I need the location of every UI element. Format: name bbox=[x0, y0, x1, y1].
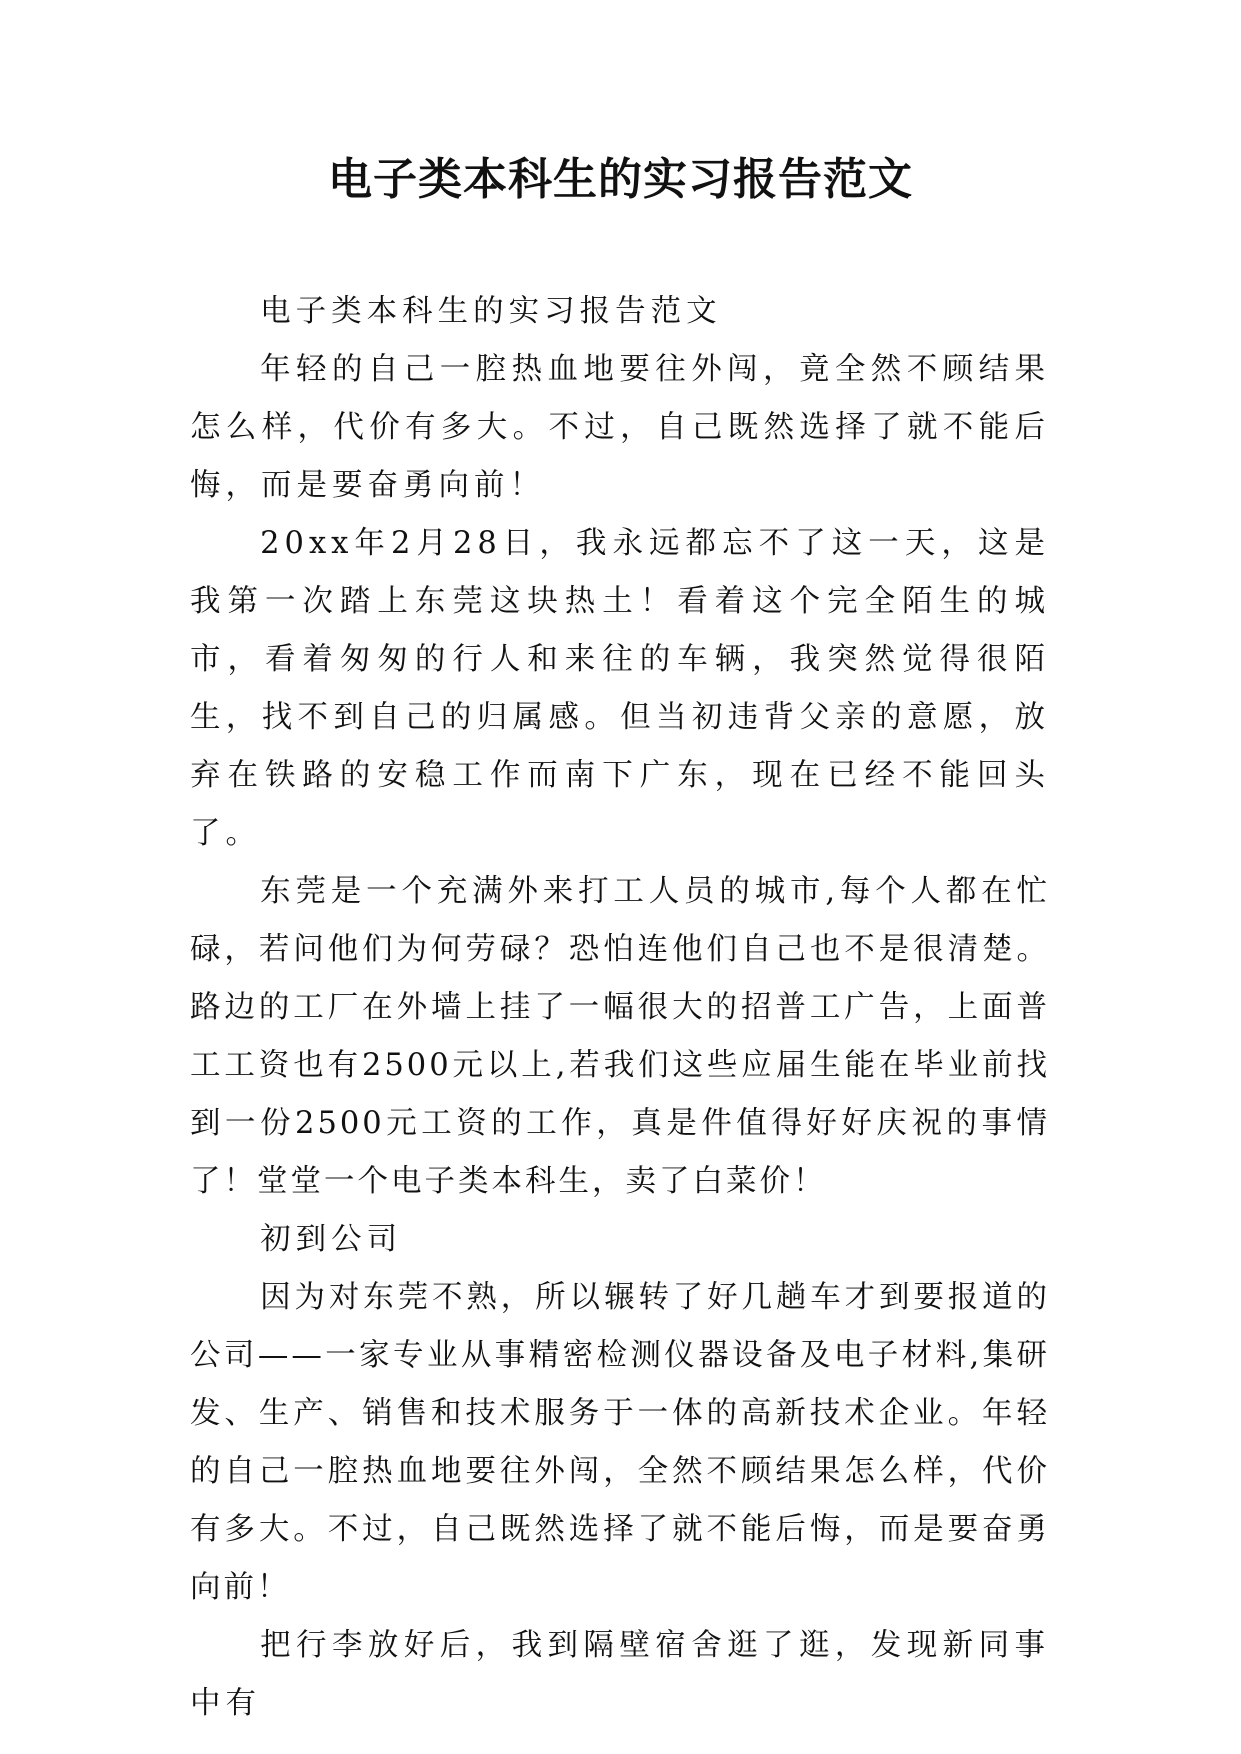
section-heading: 初到公司 bbox=[260, 1222, 403, 1257]
paragraph-subtitle: 电子类本科生的实习报告范文 bbox=[260, 294, 722, 329]
paragraph: 因为对东莞不熟，所以辗转了好几趟车才到要报道的公司——一家专业从事精密检测仪器设备及电子材料,集研发、生产、销售和技术服务于一体的高新技术企业。年轻的自己一腔热血地要往外闯，全然不顾结果怎么样，代价有多大。不过，自己既然选择了就不能后悔，而是要奋勇向前！ bbox=[190, 1280, 1050, 1605]
paragraph: 年轻的自己一腔热血地要往外闯，竟全然不顾结果怎么样，代价有多大。不过，自己既然选择了就不能后悔，而是要奋勇向前！ bbox=[190, 352, 1050, 503]
paragraph: 东莞是一个充满外来打工人员的城市,每个人都在忙碌，若问他们为何劳碌？恐怕连他们自己也不是很清楚。路边的工厂在外墙上挂了一幅很大的招普工广告，上面普工工资也有2500元以上,若我们这些应届生能在毕业前找到一份2500元工资的工作，真是件值得好好庆祝的事情了！堂堂一个电子类本科生，卖了白菜价！ bbox=[190, 874, 1050, 1199]
paragraph: 把行李放好后，我到隔壁宿舍逛了逛，发现新同事中有 bbox=[190, 1628, 1050, 1721]
document-body bbox=[190, 283, 1050, 1733]
document-title: 电子类本科生的实习报告范文 bbox=[328, 154, 913, 205]
paragraph: 20xx年2月28日，我永远都忘不了这一天，这是我第一次踏上东莞这块热土！看着这个完全陌生的城市，看着匆匆的行人和来往的车辆，我突然觉得很陌生，找不到自己的归属感。但当初违背父亲的意愿，放弃在铁路的安稳工作而南下广东，现在已经不能回头了。 bbox=[190, 526, 1050, 851]
